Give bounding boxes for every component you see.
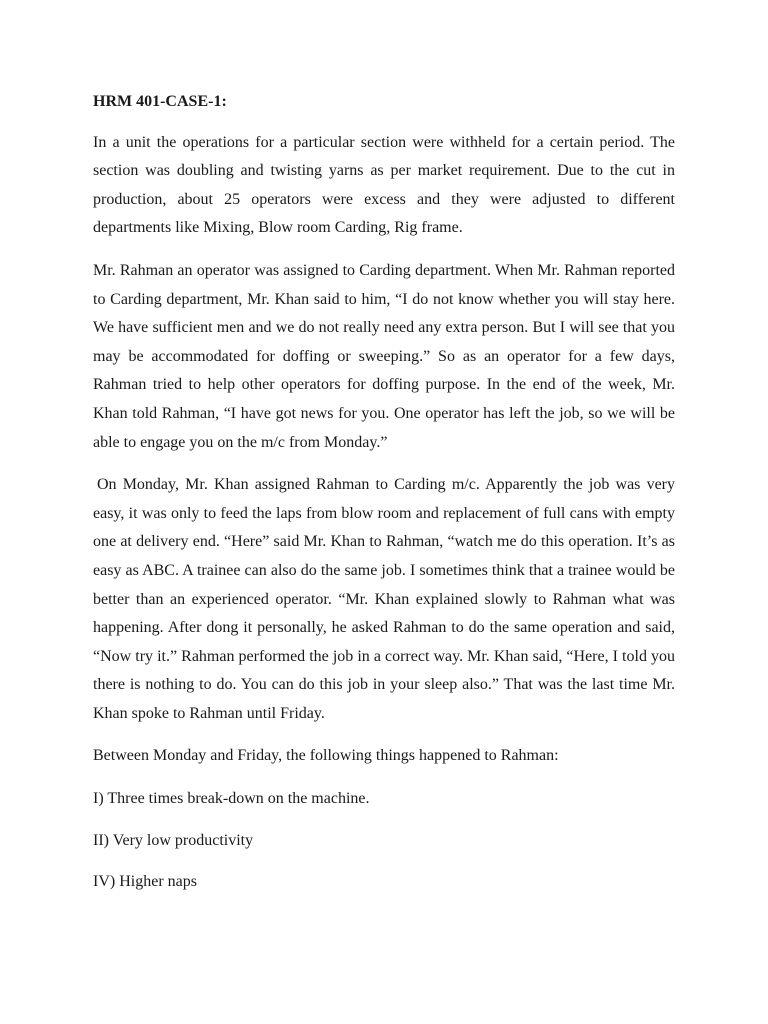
paragraph-monday: On Monday, Mr. Khan assigned Rahman to Carding m/c. Apparently the job was very easy, it was only to feed the laps from blow room and replacement of full cans with empty one at delivery end. “Here” said Mr. Khan to Rahman, “watch me do this operation. It’s as easy as ABC. A trainee can also do the same job. I sometimes think that a trainee would be better than an experienced operator. “Mr. Khan explained slowly to Rahman what was happening. After dong it personally, he asked Rahman to do the same operation and said, “Now try it.” Rahman performed the job in a correct way. Mr. Khan said, “Here, I told you there is nothing to do. You can do this job in your sleep also.” That was the last time Mr. Khan spoke to Rahman until Friday. <box>93 476 675 722</box>
paragraph-between: Between Monday and Friday, the following things happened to Rahman: <box>93 747 559 765</box>
document-title: HRM 401-CASE-1: <box>93 93 227 110</box>
paragraph-intro: In a unit the operations for a particular section were withheld for a certain period. The section was doubling and twisting yarns as per market requirement. Due to the cut in production, about 25 operators were excess and they were adjusted to different departments like Mixing, Blow room Carding, Rig frame. <box>93 133 675 237</box>
list-item: I) Three times break-down on the machine. <box>93 790 370 808</box>
list-item: IV) Higher naps <box>93 873 197 891</box>
document-page <box>93 88 675 910</box>
paragraph-rahman-assignment: Mr. Rahman an operator was assigned to Carding department. When Mr. Rahman reported to Carding department, Mr. Khan said to him, “I do not know whether you will stay here. We have sufficient men and we do not really need any extra person. But I will see that you may be accommodated for doffing or sweeping.” So as an operator for a few days, Rahman tried to help other operators for doffing purpose. In the end of the week, Mr. Khan told Rahman, “I have got news for you. One operator has left the job, so we will be able to engage you on the m/c from Monday.” <box>93 261 675 451</box>
events-list <box>93 785 675 897</box>
list-item: II) Very low productivity <box>93 831 254 849</box>
